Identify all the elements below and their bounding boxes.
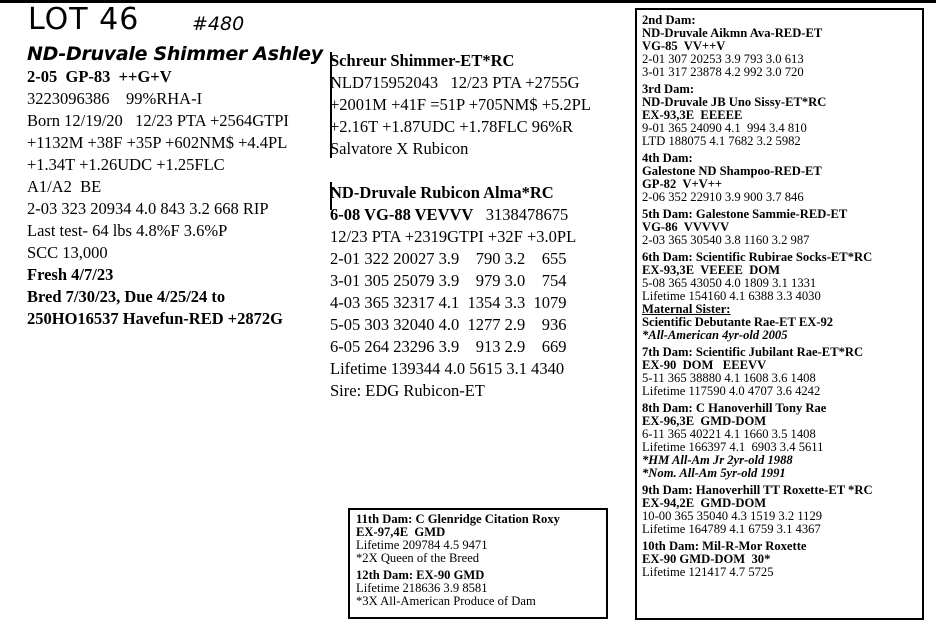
pedigree-line: Lifetime 218636 3.9 8581 [356, 581, 488, 595]
dam-record-line: 2-01 322 20027 3.9 790 3.2 655 [330, 249, 567, 268]
dam-record-line: 12/23 PTA +2319GTPI +32F +3.0PL [330, 227, 577, 246]
pedigree-line: 4th Dam: [642, 151, 693, 165]
pedigree-line: *3X All-American Produce of Dam [356, 594, 536, 608]
dam-classification: 6-08 VG-88 VEVVV [330, 205, 474, 224]
animal-detail-line: A1/A2 BE [27, 177, 102, 196]
pedigree-line: EX-90 GMD-DOM 30* [642, 552, 771, 566]
dam-name: ND-Druvale Rubicon Alma*RC [330, 183, 554, 202]
pedigree-line: *2X Queen of the Breed [356, 551, 480, 565]
animal-detail-line: +1132M +38F +35P +602NM$ +4.4PL [27, 133, 288, 152]
pedigree-line: 5-11 365 38880 4.1 1608 3.6 1408 [642, 371, 816, 385]
sire-line: +2001M +41F =51P +705NM$ +5.2PL [330, 95, 591, 114]
pedigree-line: Lifetime 121417 4.7 5725 [642, 565, 774, 579]
dam-block [642, 402, 922, 480]
animal-detail-line: Fresh 4/7/23 [27, 265, 114, 284]
pedigree-line: 8th Dam: C Hanoverhill Tony Rae [642, 401, 827, 415]
pedigree-line: EX-96,3E GMD-DOM [642, 414, 767, 428]
animal-detail-line: 3223096386 99%RHA-I [27, 89, 203, 108]
pedigree-line: Lifetime 166397 4.1 6903 3.4 5611 [642, 440, 824, 454]
animal-details [27, 66, 327, 330]
pedigree-line: 9-01 365 24090 4.1 994 3.4 810 [642, 121, 807, 135]
ancestor-block [356, 569, 606, 608]
dam-block [642, 251, 922, 342]
pedigree-line: EX-93,3E EEEEE [642, 108, 743, 122]
dam-block [642, 346, 922, 398]
animal-detail-line: SCC 13,000 [27, 243, 108, 262]
dam-block [642, 14, 922, 79]
pedigree-line: Maternal Sister: [642, 302, 731, 316]
pedigree-line: 3rd Dam: [642, 82, 695, 96]
dam-block [642, 540, 922, 579]
sire-line: NLD715952043 12/23 PTA +2755G [330, 73, 580, 92]
pedigree-line: Lifetime 154160 4.1 6388 3.3 4030 [642, 289, 821, 303]
dam-block [642, 83, 922, 148]
dam-block [642, 484, 922, 536]
pedigree-line: 3-01 317 23878 4.2 992 3.0 720 [642, 65, 804, 79]
animal-detail-line: 2-03 323 20934 4.0 843 3.2 668 RIP [27, 199, 269, 218]
pedigree-line: 5th Dam: Galestone Sammie-RED-ET [642, 207, 848, 221]
pedigree-line: 11th Dam: C Glenridge Citation Roxy [356, 512, 560, 526]
pedigree-line: EX-97,4E GMD [356, 525, 446, 539]
animal-detail-line: +1.34T +1.26UDC +1.25FLC [27, 155, 225, 174]
pedigree-line: *HM All-Am Jr 2yr-old 1988 [642, 453, 793, 467]
sire-line: +2.16T +1.87UDC +1.78FLC 96%R [330, 117, 574, 136]
sire-line: Schreur Shimmer-ET*RC [330, 51, 515, 70]
pedigree-line: 7th Dam: Scientific Jubilant Rae-ET*RC [642, 345, 864, 359]
sire-section [330, 50, 630, 160]
pedigree-line: *Nom. All-Am 5yr-old 1991 [642, 466, 786, 480]
pedigree-line: LTD 188075 4.1 7682 3.2 5982 [642, 134, 801, 148]
pedigree-line: 2-06 352 22910 3.9 900 3.7 846 [642, 190, 804, 204]
dam-classification-line [330, 204, 630, 226]
pedigree-line: EX-93,3E VEEEE DOM [642, 263, 780, 277]
pedigree-line: 2nd Dam: [642, 13, 696, 27]
pedigree-line: Lifetime 209784 4.5 9471 [356, 538, 488, 552]
lot-title: LOT 46 [28, 2, 140, 37]
pedigree-line: 6th Dam: Scientific Rubirae Socks-ET*RC [642, 250, 873, 264]
pedigree-line: 12th Dam: EX-90 GMD [356, 568, 485, 582]
dam-registration: 3138478675 [473, 205, 569, 224]
pedigree-line: Lifetime 117590 4.0 4707 3.6 4242 [642, 384, 821, 398]
animal-detail-line: Born 12/19/20 12/23 PTA +2564GTPI [27, 111, 289, 130]
animal-detail-line: 250HO16537 Havefun-RED +2872G [27, 309, 283, 328]
sire-line: Salvatore X Rubicon [330, 139, 469, 158]
ancestry-box [348, 508, 608, 619]
pedigree-line: 10th Dam: Mil-R-Mor Roxette [642, 539, 807, 553]
pedigree-line: 9th Dam: Hanoverhill TT Roxette-ET *RC [642, 483, 873, 497]
pedigree-line: EX-94,2E GMD-DOM [642, 496, 767, 510]
lot-number: #480 [192, 13, 245, 35]
pedigree-line: Scientific Debutante Rae-ET EX-92 [642, 315, 834, 329]
pedigree-line: 2-01 307 20253 3.9 793 3.0 613 [642, 52, 804, 66]
pedigree-line: VG-85 VV++V [642, 39, 726, 53]
pedigree-line: Galestone ND Shampoo-RED-ET [642, 164, 822, 178]
pedigree-line: 10-00 365 35040 4.3 1519 3.2 1129 [642, 509, 823, 523]
pedigree-line: EX-90 DOM EEEVV [642, 358, 767, 372]
pedigree-line: 5-08 365 43050 4.0 1809 3.1 1331 [642, 276, 817, 290]
animal-detail-line: Last test- 64 lbs 4.8%F 3.6%P [27, 221, 228, 240]
animal-name: ND-Druvale Shimmer Ashley [27, 43, 323, 65]
pedigree-line: VG-86 VVVVV [642, 220, 730, 234]
dam-record-line: 3-01 305 25079 3.9 979 3.0 754 [330, 271, 567, 290]
top-rule [0, 0, 936, 3]
animal-detail-line: Bred 7/30/23, Due 4/25/24 to [27, 287, 226, 306]
dam-record-line: Sire: EDG Rubicon-ET [330, 381, 485, 400]
pedigree-line: GP-82 V+V++ [642, 177, 723, 191]
dam-record-line: 5-05 303 32040 4.0 1277 2.9 936 [330, 315, 567, 334]
pedigree-box [635, 8, 924, 620]
dam-record-line: 4-03 365 32317 4.1 1354 3.3 1079 [330, 293, 567, 312]
pedigree-line: ND-Druvale Aikmn Ava-RED-ET [642, 26, 823, 40]
pedigree-line: Lifetime 164789 4.1 6759 3.1 4367 [642, 522, 821, 536]
pedigree-line: 6-11 365 40221 4.1 1660 3.5 1408 [642, 427, 816, 441]
dam-record-line: Lifetime 139344 4.0 5615 3.1 4340 [330, 359, 565, 378]
dam-block [642, 152, 922, 204]
dam-record-line: 6-05 264 23296 3.9 913 2.9 669 [330, 337, 567, 356]
dam-block [642, 208, 922, 247]
ancestor-block [356, 513, 606, 565]
animal-detail-line: 2-05 GP-83 ++G+V [27, 67, 172, 86]
pedigree-line: 2-03 365 30540 3.8 1160 3.2 987 [642, 233, 810, 247]
pedigree-line: ND-Druvale JB Uno Sissy-ET*RC [642, 95, 827, 109]
dam-records [330, 226, 630, 402]
sire-dam-column [330, 50, 630, 402]
pedigree-line: *All-American 4yr-old 2005 [642, 328, 788, 342]
